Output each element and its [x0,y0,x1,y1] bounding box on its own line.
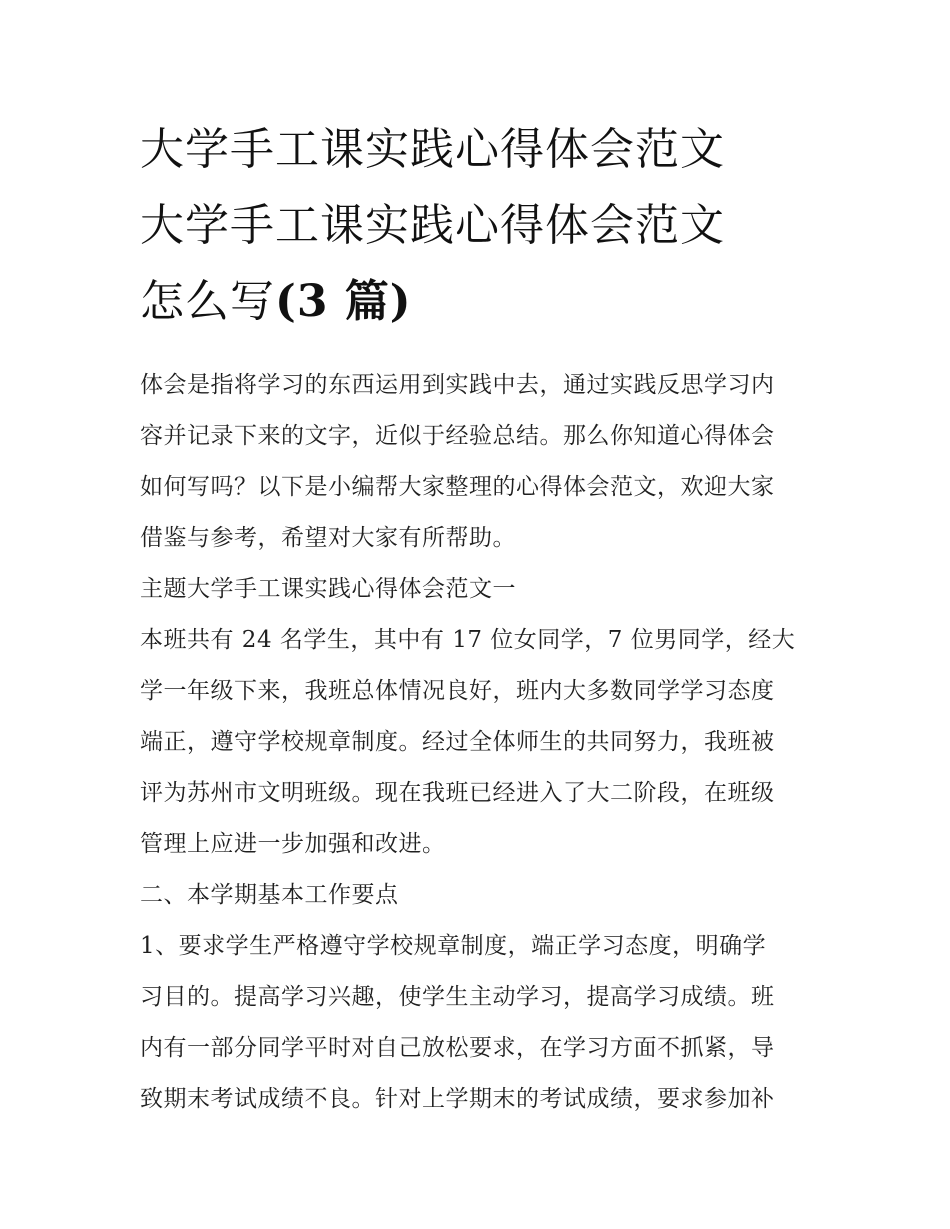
text-line: 体会是指将学习的东西运用到实践中去，通过实践反思学习内 [140,372,775,398]
text-line: 管理上应进一步加强和改进。 [140,831,446,857]
class-overview-paragraph [140,615,812,870]
text-line: 学一年级下来，我班总体情况良好，班内大多数同学学习态度 [140,678,775,704]
text-line: 本班共有 24 名学生，其中有 17 位女同学，7 位男同学，经大 [140,627,796,653]
section-heading [140,564,812,615]
text-line: 端正，遵守学校规章制度。经过全体师生的共同努力，我班被 [140,729,775,755]
title-line: 大学手工课实践心得体会范文 [140,124,725,175]
text-line: 二、本学期基本工作要点 [140,882,399,908]
title-line [140,264,812,340]
text-line: 致期末考试成绩不良。针对上学期末的考试成绩，要求参加补 [140,1086,775,1112]
text-line: 容并记录下来的文字，近似于经验总结。那么你知道心得体会 [140,423,775,449]
intro-paragraph [140,360,812,564]
text-line: 习目的。提高学习兴趣，使学生主动学习，提高学习成绩。班 [140,984,775,1010]
title-line: 大学手工课实践心得体会范文 [140,200,725,251]
title-count: (3 篇) [275,276,412,327]
text-line: 主题大学手工课实践心得体会范文一 [140,576,516,602]
point-one-paragraph [140,921,812,1125]
text-line: 评为苏州市文明班级。现在我班已经进入了大二阶段，在班级 [140,780,775,806]
document-content [140,112,812,1125]
text-line: 内有一部分同学平时对自己放松要求，在学习方面不抓紧，导 [140,1035,775,1061]
text-line: 借鉴与参考，希望对大家有所帮助。 [140,525,516,551]
text-line: 1、要求学生严格遵守学校规章制度，端正学习态度，明确学 [140,933,767,959]
subsection-heading [140,870,812,921]
document-body [140,360,812,1125]
text-line: 如何写吗？以下是小编帮大家整理的心得体会范文，欢迎大家 [140,474,775,500]
title-line-text: 怎么写 [140,276,275,327]
document-title [140,112,812,340]
